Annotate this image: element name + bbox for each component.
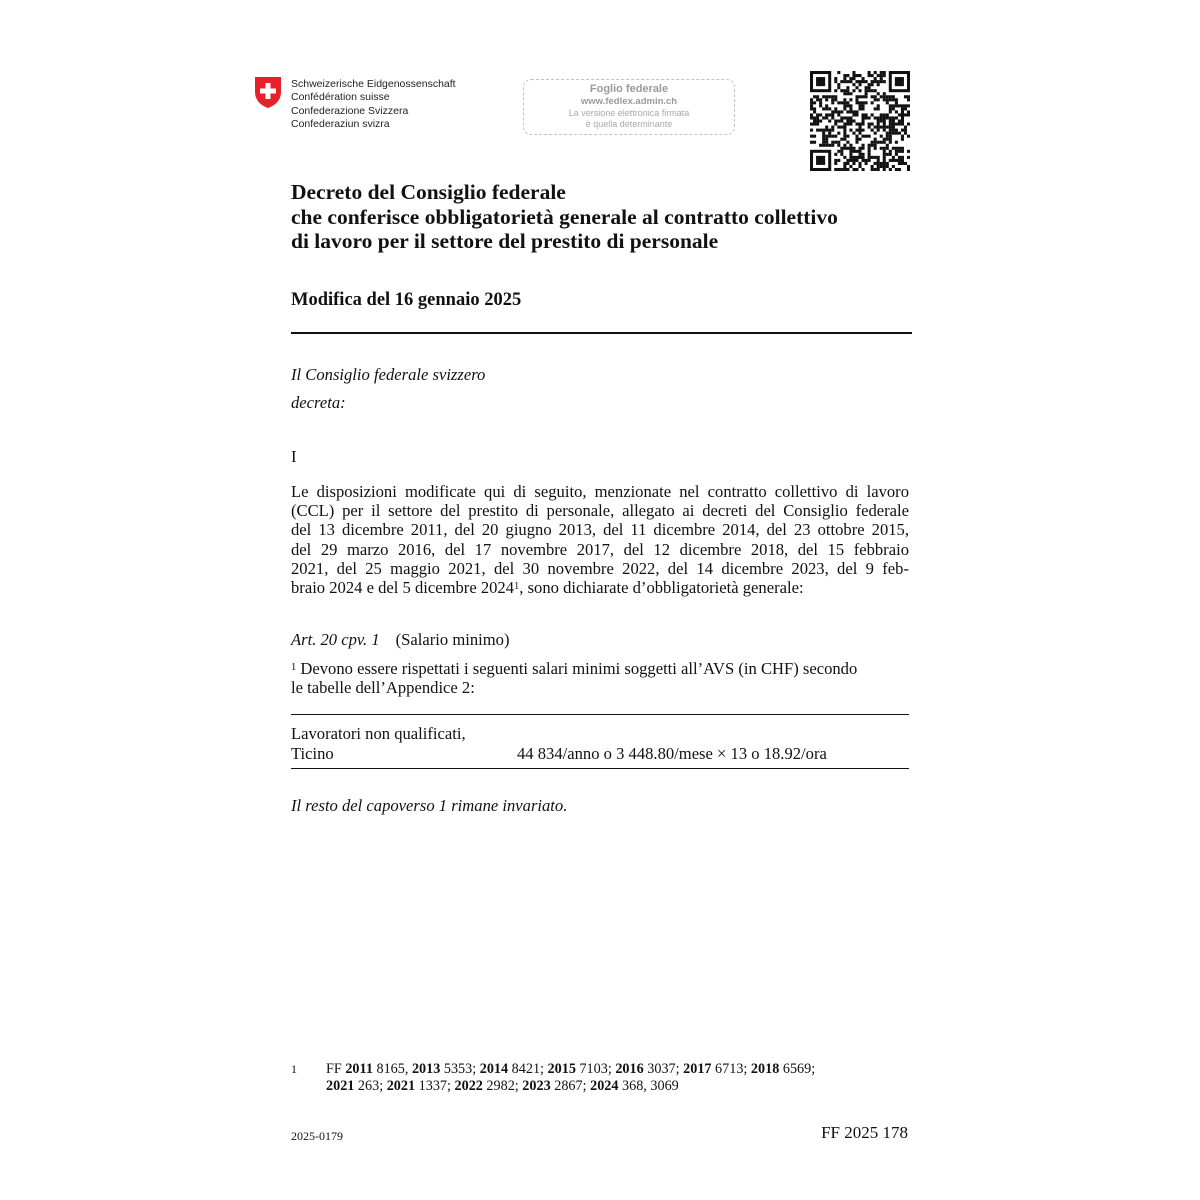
footnote-ref-text: 6569;	[779, 1061, 816, 1077]
article-para-line-2: le tabelle dell’Appendice 2:	[291, 678, 475, 697]
footnote-ref-text: 3037;	[643, 1061, 684, 1077]
footnote-ref-text: 5353;	[440, 1061, 480, 1077]
footnote-ref-text: 6713;	[711, 1061, 751, 1077]
article-header	[291, 630, 509, 649]
paragraph-line: Le disposizioni modificate qui di seguito, menzionate nel contratto collettivo di lavoro	[291, 482, 909, 501]
footnote-year: 2015	[547, 1061, 576, 1077]
stamp-note-line2: è quella determinante	[585, 119, 673, 129]
federal-authority-name	[291, 78, 456, 132]
footnote-number: 1	[291, 1062, 297, 1076]
paragraph-line: del 13 dicembre 2011, del 20 giugno 2013, del 11 dicembre 2014, del 23 ottobre 2015,	[291, 520, 909, 540]
footnote-year: 2022	[454, 1078, 483, 1095]
stamp-title: Foglio federale	[589, 83, 669, 95]
title-line-2: che conferisce obbligatorietà generale al contratto collettivo	[291, 204, 838, 229]
paragraph-last-text: braio 2024 e del 5 dicembre 2024	[291, 578, 515, 598]
preamble-line-1: Il Consiglio federale svizzero	[291, 365, 486, 384]
stamp-note-line1: La versione elettronica firmata	[568, 108, 690, 118]
title-line-1: Decreto del Consiglio federale	[291, 180, 566, 204]
footnote-ref-text: 8165,	[372, 1061, 412, 1077]
article-para-line-1	[291, 659, 857, 678]
footnote-reference[interactable]: 1	[514, 581, 520, 593]
table-value: 44 834/anno o 3 448.80/mese × 13 o 18.92/ora	[517, 744, 827, 763]
table-label-line-2: Ticino	[291, 744, 334, 763]
footnote-ref-text: 2867;	[550, 1078, 591, 1095]
body-paragraph	[291, 482, 909, 597]
footnote-ref-text: 263;	[354, 1078, 387, 1095]
paragraph-number: 1	[291, 662, 297, 673]
footnote-year: 2014	[479, 1061, 509, 1077]
document-title	[291, 180, 931, 254]
footnote-line-2	[326, 1078, 679, 1095]
table-top-rule	[291, 714, 909, 715]
footnote	[291, 1061, 911, 1101]
footnote-ref-text: 8421;	[508, 1061, 548, 1077]
authority-line-it: Confederazione Svizzera	[291, 104, 409, 117]
document-id: 2025-0179	[291, 1129, 343, 1143]
authority-line-rm: Confederaziun svizra	[291, 118, 390, 131]
footnote-year: 2021	[326, 1078, 355, 1095]
paragraph-last-tail: , sono dichiarate d’obbligatorietà generale:	[519, 578, 804, 598]
preamble-line-2: decreta:	[291, 393, 346, 412]
paragraph-last-line	[291, 578, 909, 597]
paragraph-line: del 29 marzo 2016, del 17 novembre 2017, del 12 dicembre 2018, del 15 febbraio	[291, 539, 909, 559]
qr-code-icon	[810, 71, 910, 171]
table-label-line-1: Lavoratori non qualificati,	[291, 724, 466, 743]
stamp-url: www.fedlex.admin.ch	[580, 96, 678, 107]
article-para-text: Devono essere rispettati i seguenti salari minimi soggetti all’AVS (in CHF) secondo	[296, 659, 858, 678]
document-subtitle: Modifica del 16 gennaio 2025	[291, 290, 522, 310]
footnote-year: 2018	[750, 1061, 780, 1077]
authority-line-fr: Confédération suisse	[291, 91, 390, 104]
section-number: I	[291, 447, 297, 466]
swiss-crest-icon	[253, 76, 283, 109]
article-ref: Art. 20 cpv. 1	[291, 630, 380, 649]
remainder-note: Il resto del capoverso 1 rimane invariato.	[291, 796, 568, 815]
article-heading: (Salario minimo)	[395, 630, 510, 649]
footnote-ref-text: 7103;	[575, 1061, 616, 1077]
footnote-ref-text: 368, 3069	[618, 1078, 679, 1095]
paragraph-line: (CCL) per il settore del prestito di personale, allegato ai decreti del Consiglio federale	[291, 501, 909, 521]
footnote-ref-text: 2982;	[482, 1078, 523, 1095]
footnote-year: 2013	[411, 1061, 441, 1077]
table-bottom-rule	[291, 768, 909, 769]
authority-line-de: Schweizerische Eidgenossenschaft	[291, 78, 456, 90]
title-divider	[291, 332, 912, 334]
footnote-year: 2011	[345, 1061, 373, 1077]
paragraph-line: 2021, del 25 maggio 2021, del 30 novembre 2022, del 14 dicembre 2023, del 9 feb-	[291, 558, 909, 578]
footnote-ref-text: FF	[326, 1061, 346, 1077]
footnote-year: 2016	[615, 1061, 644, 1077]
footnote-year: 2024	[590, 1078, 619, 1095]
title-line-3: di lavoro per il settore del prestito di personale	[291, 229, 719, 253]
footnote-year: 2021	[386, 1078, 416, 1095]
footnote-year: 2023	[522, 1078, 551, 1095]
signature-stamp	[523, 79, 735, 135]
footnote-ref-text: 1337;	[415, 1078, 455, 1095]
footnote-year: 2017	[683, 1061, 712, 1077]
footnote-line-1	[326, 1061, 815, 1078]
federal-gazette-reference: FF 2025 178	[821, 1123, 908, 1142]
